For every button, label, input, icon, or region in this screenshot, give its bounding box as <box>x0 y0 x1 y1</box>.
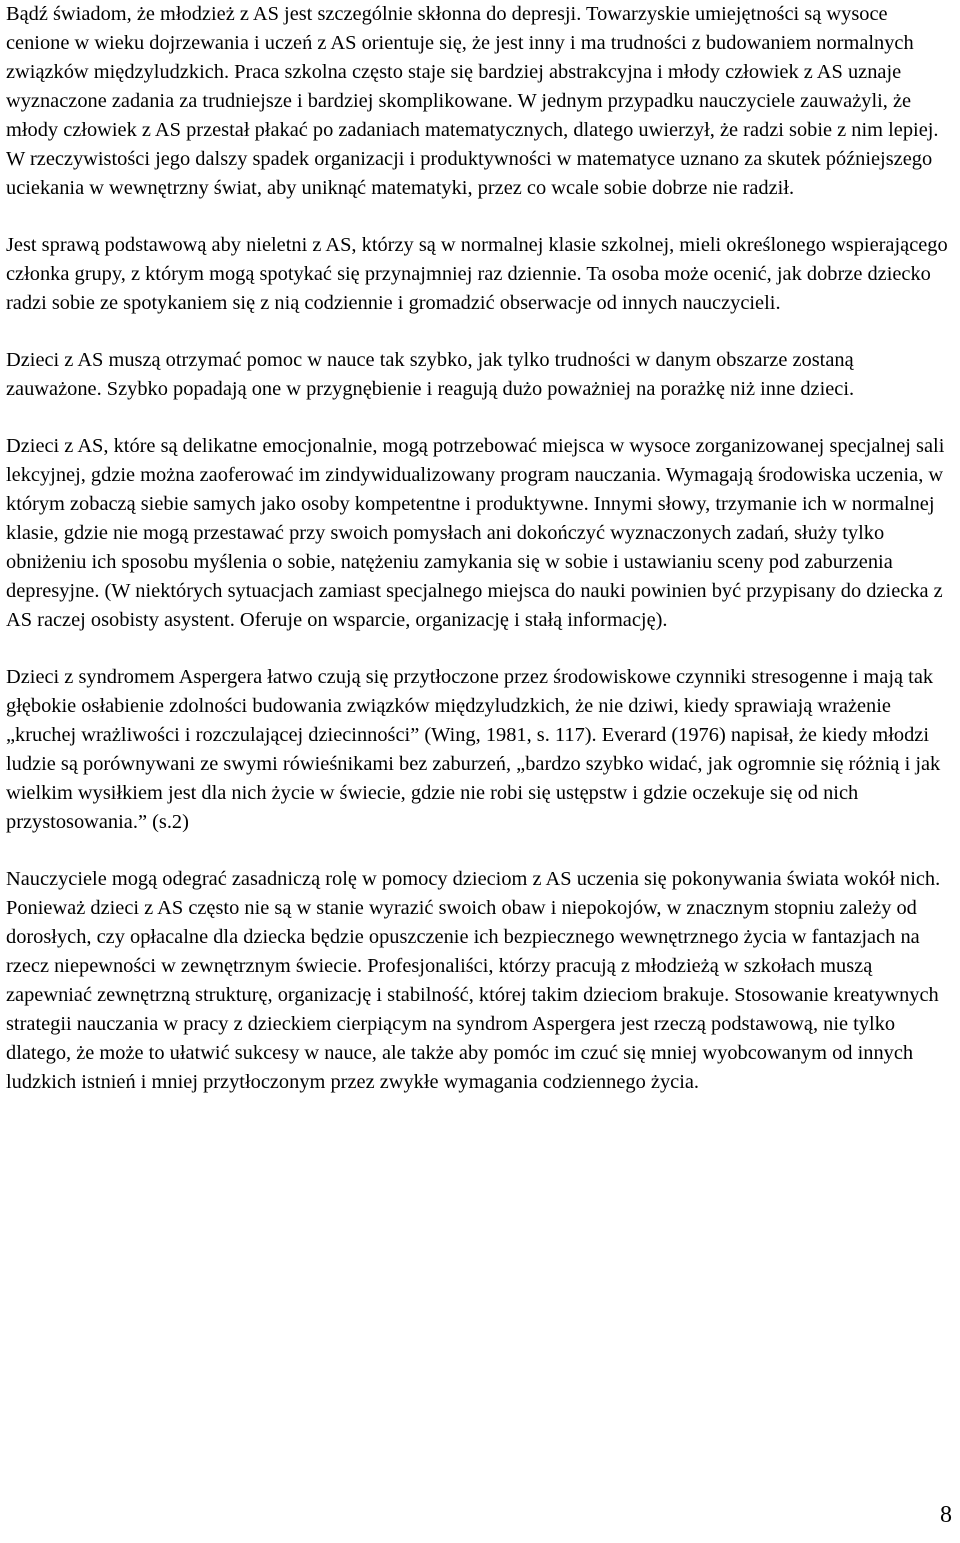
paragraph-4 <box>6 432 954 635</box>
paragraph-text: Nauczyciele mogą odegrać zasadniczą rolę w pomocy dzieciom z AS uczenia się pokonywania świata wokół nich. Ponieważ dzieci z AS często nie są w stanie wyrazić swoich obaw i niepokojów, w znacznym stopniu zależy od dorosłych, czy opłacalne dla dziecka będzie opuszczenie ich bezpiecznego wewnętrznego życia w fantazjach na rzecz niepewności w zewnętrznym świecie. Profesjonaliści, którzy pracują z młodzieżą w szkołach muszą zapewniać zewnętrzną strukturę, organizację i stabilność, której takim dzieciom brakuje. Stosowanie kreatywnych strategii nauczania w pracy z dzieckiem cierpiącym na syndrom Aspergera jest rzeczą podstawową, nie tylko dlatego, że może to ułatwić sukcesy w nauce, ale także aby pomóc im czuć się mniej wyobcowanym od innych ludzkich istnień i mniej przytłoczonym przez zwykłe wymagania codziennego życia. <box>6 868 941 1093</box>
paragraph-1 <box>6 0 954 203</box>
paragraph-text: Dzieci z AS, które są delikatne emocjonalnie, mogą potrzebować miejsca w wysoce zorganizowanej specjalnej sali lekcyjnej, gdzie można zaoferować im zindywidualizowany program nauczania. Wymagają środowiska uczenia, w którym zobaczą siebie samych jako osoby kompetentne i produktywne. Innymi słowy, trzymanie ich w normalnej klasie, gdzie nie mogą przestawać przy swoich pomysłach ani dokończyć wyznaczonych zadań, służy tylko obniżeniu ich sposobu myślenia o sobie, natężeniu zamykania się w sobie i ustawianiu sceny pod zaburzenia depresyjne. (W niektórych sytuacjach zamiast specjalnego miejsca do nauki powinien być przypisany do dziecka z AS raczej osobisty asystent. Oferuje on wsparcie, organizację i stałą informację). <box>6 435 945 631</box>
document-page <box>6 0 954 1125</box>
paragraph-text: Dzieci z AS muszą otrzymać pomoc w nauce tak szybko, jak tylko trudności w danym obszarze zostaną zauważone. Szybko popadają one w przygnębienie i reagują dużo poważniej na porażkę niż inne dzieci. <box>6 349 855 400</box>
paragraph-text: Bądź świadom, że młodzież z AS jest szczególnie skłonna do depresji. Towarzyskie umiejętności są wysoce cenione w wieku dojrzewania i uczeń z AS orientuje się, że jest inny i ma trudności z budowaniem normalnych związków międzyludzkich. Praca szkolna często staje się bardziej abstrakcyjna i młody człowiek z AS uznaje wyznaczone zadania za trudniejsze i bardziej skomplikowane. W jednym przypadku nauczyciele zauważyli, że młody człowiek z AS przestał płakać po zadaniach matematycznych, dlatego uwierzył, że radzi sobie z nim lepiej. W rzeczywistości jego dalszy spadek organizacji i produktywności w matematyce uznano za skutek późniejszego uciekania w wewnętrzny świat, aby uniknąć matematyki, przez co wcale sobie dobrze nie radził. <box>6 3 939 199</box>
paragraph-6 <box>6 865 954 1097</box>
paragraph-2 <box>6 231 954 318</box>
paragraph-3 <box>6 346 954 404</box>
page-number: 8 <box>940 1502 952 1528</box>
paragraph-5 <box>6 663 954 837</box>
paragraph-text: Dzieci z syndromem Aspergera łatwo czują się przytłoczone przez środowiskowe czynniki stresogenne i mają tak głębokie osłabienie zdolności budowania związków międzyludzkich, że nie dziwi, kiedy sprawiają wrażenie „kruchej wrażliwości i rozczulającej dziecinności” (Wing, 1981, s. 117). Everard (1976) napisał, że kiedy młodzi ludzie są porównywani ze swymi rówieśnikami bez zaburzeń, „bardzo szybko widać, jak ogromnie się różnią i jak wielkim wysiłkiem jest dla nich życie w świecie, gdzie nie robi się ustępstw i gdzie oczekuje się od nich przystosowania.” (s.2) <box>6 666 941 833</box>
paragraph-text: Jest sprawą podstawową aby nieletni z AS, którzy są w normalnej klasie szkolnej, mieli określonego wspierającego członka grupy, z którym mogą spotykać się przynajmniej raz dziennie. Ta osoba może ocenić, jak dobrze dziecko radzi sobie ze spotykaniem się z nią codziennie i gromadzić obserwacje od innych nauczycieli. <box>6 234 948 314</box>
